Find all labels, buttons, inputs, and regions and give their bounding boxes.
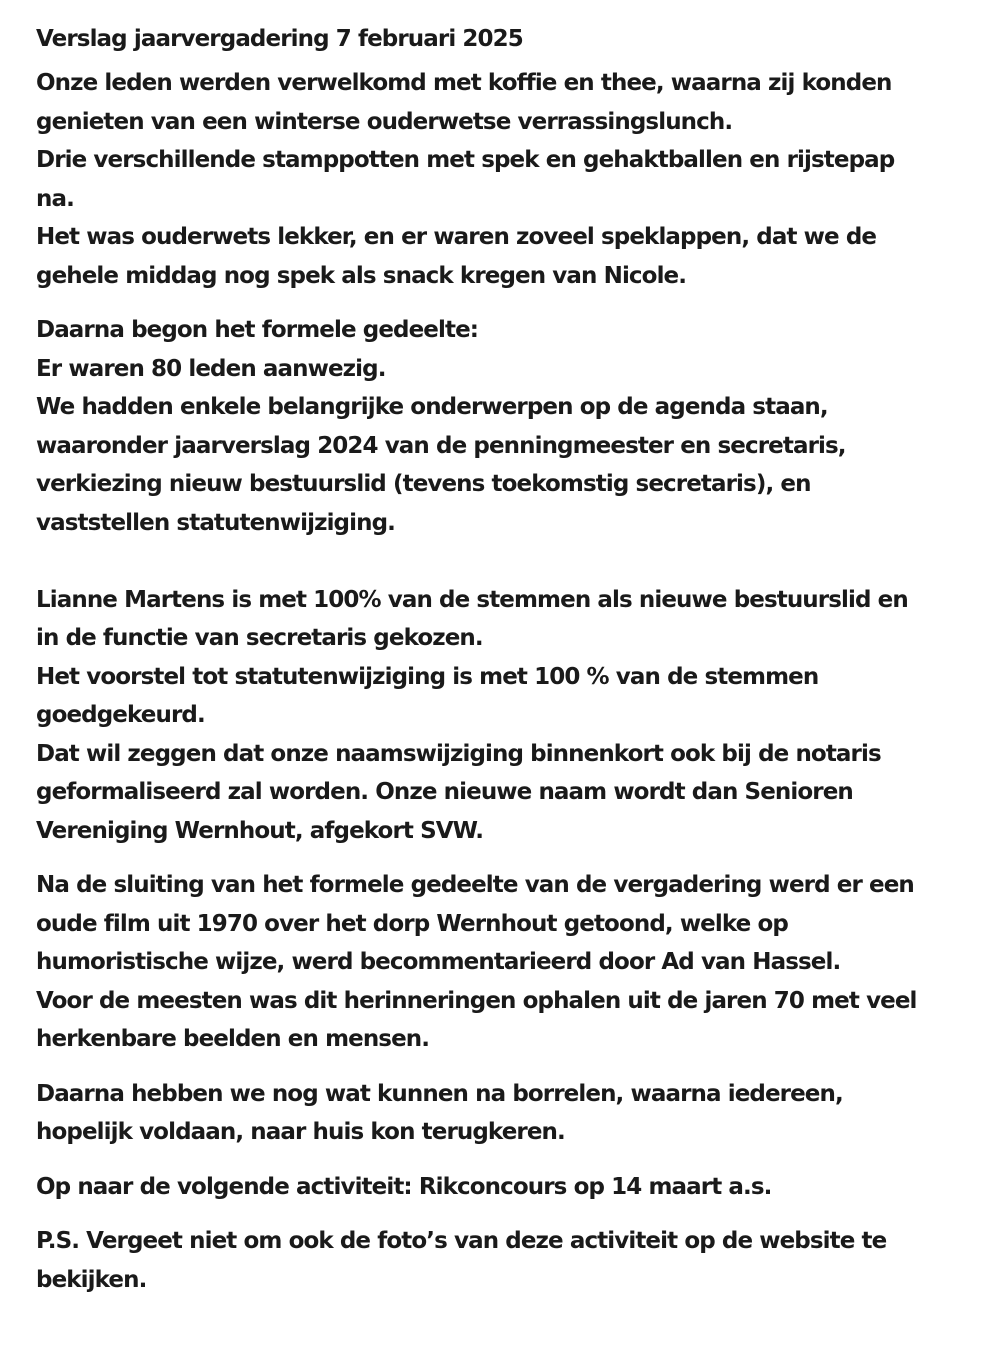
paragraph-postscript (36, 1222, 981, 1299)
text-line: We hadden enkele belangrijke onderwerpen op de agenda staan, (36, 394, 828, 420)
text-line: hopelijk voldaan, naar huis kon terugkeren. (36, 1119, 565, 1145)
text-line: P.S. Vergeet niet om ook de foto’s van deze activiteit op de website te (36, 1228, 887, 1254)
text-line: Voor de meesten was dit herinneringen ophalen uit de jaren 70 met veel (36, 987, 917, 1014)
text-line: Vereniging Wernhout, afgekort SVW. (36, 817, 484, 844)
text-line: Na de sluiting van het formele gedeelte van de vergadering werd er een (36, 872, 914, 898)
paragraph-drinks (36, 1075, 981, 1152)
text-line: waaronder jaarverslag 2024 van de penningmeester en secretaris, (36, 432, 846, 459)
text-line: Er waren 80 leden aanwezig. (36, 355, 386, 382)
paragraph-film (36, 866, 981, 1059)
text-line: oude film uit 1970 over het dorp Wernhout getoond, welke op (36, 910, 788, 937)
text-line: geformaliseerd zal worden. Onze nieuwe naam wordt dan Senioren (36, 779, 853, 805)
text-line: Op naar de volgende activiteit: Rikconcours op 14 maart a.s. (36, 1173, 772, 1200)
text-line: na. (36, 185, 74, 212)
text-line: Daarna hebben we nog wat kunnen na borrelen, waarna iedereen, (36, 1080, 843, 1107)
text-line: Het voorstel tot statutenwijziging is met 100 % van de stemmen (36, 663, 819, 690)
document (36, 22, 981, 1299)
text-line: goedgekeurd. (36, 702, 205, 728)
paragraph-formal-meeting (36, 311, 981, 850)
text-line: Drie verschillende stamppotten met spek en gehaktballen en rijstepap (36, 147, 895, 173)
text-line: Het was ouderwets lekker, en er waren zoveel speklappen, dat we de (36, 224, 877, 250)
text-line: in de functie van secretaris gekozen. (36, 625, 483, 651)
text-line: Onze leden werden verwelkomd met koffie en thee, waarna zij konden (36, 70, 892, 96)
text-line: vaststellen statutenwijziging. (36, 509, 395, 536)
text-line: genieten van een winterse ouderwetse verrassingslunch. (36, 108, 733, 135)
document-title: Verslag jaarvergadering 7 februari 2025 (36, 26, 523, 52)
text-line: humoristische wijze, werd becommentarieerd door Ad van Hassel. (36, 949, 841, 975)
text-line: Dat wil zeggen dat onze naamswijziging binnenkort ook bij de notaris (36, 740, 881, 767)
text-line: gehele middag nog spek als snack kregen van Nicole. (36, 262, 687, 289)
text-line: verkiezing nieuw bestuurslid (tevens toekomstig secretaris), en (36, 471, 811, 497)
text-line: bekijken. (36, 1266, 147, 1293)
text-line: Daarna begon het formele gedeelte: (36, 317, 479, 343)
blank-line (36, 542, 981, 581)
paragraph-lunch (36, 64, 981, 295)
text-line: Lianne Martens is met 100% van de stemmen als nieuwe bestuurslid en (36, 586, 908, 613)
paragraph-next-activity (36, 1168, 981, 1207)
text-line: herkenbare beelden en mensen. (36, 1026, 430, 1052)
